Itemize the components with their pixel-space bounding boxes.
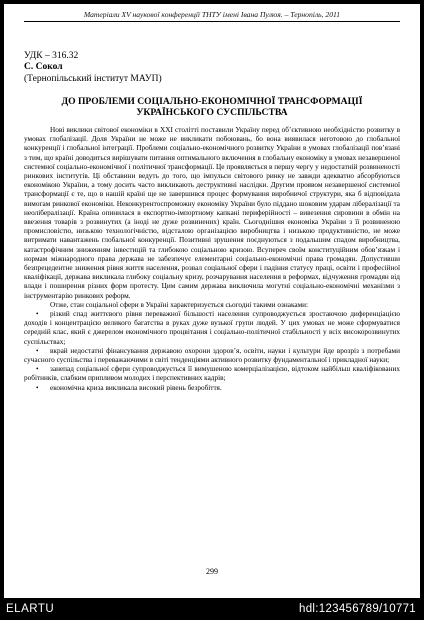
paragraph-1: Нові виклики світової економіки в XXI столітті поставили Україну перед об’єктивною необхідністю розвитку в умовах глобалізації. Доля України не може не викликати побоювань, бо вона виявилася неготовою до глобальної конкуренції і глобальної інтеграції. Проблеми соціально-економічного розвитку України в умовах глобалізації пов’язані з тим, що країні доводиться вирішувати питання оптимального включення в глобальну економіку в умовах незавершеної системної соціально-економічної і політичної трансформації. Це проявляється в першу чергу у недостатній розвиненості ринкових інститутів. Ці обставини ведуть до того, що імпульси світового ринку не завжди адекватно абсорбуються економікою України, а тому досить часто викликають деструктивні наслідки. Другим проявом незавершеної системної трансформації є те, що в нашій країні ще не завершився процес формування виробничої структури, яка б відповідала вимогам ринкової економіки. Неконкурентоспроможну економіку України було піддано шоковим ударам лібералізації та неолібералізації. Країна опинилася в експортно-імпортному капкані периферійності – вивезення сировини в обмін на ввезення товарів з розвинутих (а іноді не дуже розвинених) країн. Сьогоднішня економіка України з її розвиненою промисловістю, низькою технологічністю, відсталою організацією виробництва і низькою продуктивністю, не може витримати навантажень глобальної конкуренції. Позитивні зрушення поєднуються з подальшим спадом виробництва, катастрофічним зниженням інвестицій та глибокою соціальною кризою. Всупереч своїм конституційним обов’язкам і нормам міжнародного права держава не забезпечує елементарні соціально-економічні права громадян. Допустивши безпрецедентне зниження рівня життя населення, розвал соціальної сфери і падіння статусу праці, освіти і професійної кваліфікації, держава викликала глибоку соціальну кризу, розчарування населення в реформах, відчуження громадян від влади і поширення різних форм протесту. Цим самим держава виключила могутні соціально-економічні механізми з інструментарію ринкових реформ. — [24, 126, 400, 300]
document-page — [4, 4, 420, 598]
udc-code: УДК – 316.32 — [24, 51, 79, 61]
bullet-icon: • — [36, 346, 39, 355]
article-title: ДО ПРОБЛЕМИ СОЦІАЛЬНО-ЕКОНОМІЧНОЇ ТРАНСФОРМАЦІЇ УКРАЇНСЬКОГО СУСПІЛЬСТВА — [61, 96, 363, 118]
list-item-text: економічна криза викликала високий рівень безробіття. — [50, 383, 222, 392]
running-header: Матеріали XV наукової конференції ТНТУ імені Івана Пулюя. – Тернопіль, 2011 — [83, 10, 341, 19]
page-number: 299 — [206, 567, 218, 576]
author-affiliation: (Тернопільський інститут МАУП) — [24, 74, 162, 84]
list-item-text: різкий спад життєвого рівня переважної більшості населення супроводжується зростаючою диференціацією доходів і концентрацією великого багатства в руках дуже вузької групи людей. У цих умовах не може сформуватися середній клас, який є джерелом економічного процвітання і соціально-політичної стабільності у всіх високорозвинутих суспільствах; — [24, 310, 400, 346]
bullet-icon: • — [36, 365, 39, 374]
article-body — [24, 126, 400, 393]
paragraph-2: Отже, стан соціальної сфери в Україні характеризується сьогодні такими ознаками: — [50, 300, 309, 309]
list-item — [24, 310, 400, 347]
list-item — [24, 384, 400, 393]
repository-label: ELARTU — [6, 603, 55, 615]
list-item-text: вкрай недостатні фінансування державою охорони здоров’я, освіти, науки і культури йде врозріз з потребами сучасного суспільства і переважаючими в світі тенденціями активного розвитку фундаментальної і прикладної науки; — [24, 346, 400, 365]
bullet-list — [24, 310, 400, 393]
header-rule — [24, 21, 400, 22]
bullet-icon: • — [36, 310, 39, 319]
author-name: С. Сокол — [24, 62, 63, 72]
bullet-icon: • — [36, 383, 39, 392]
list-item — [24, 365, 400, 383]
list-item — [24, 347, 400, 365]
list-item-text: занепад соціальної сфери супроводжується її вимушеною комерціалізацією, відтоком найбільш кваліфікованих робітників, слабким припливом молодих і перспективних кадрів; — [24, 365, 400, 383]
handle-identifier: hdl:123456789/10771 — [299, 603, 416, 615]
